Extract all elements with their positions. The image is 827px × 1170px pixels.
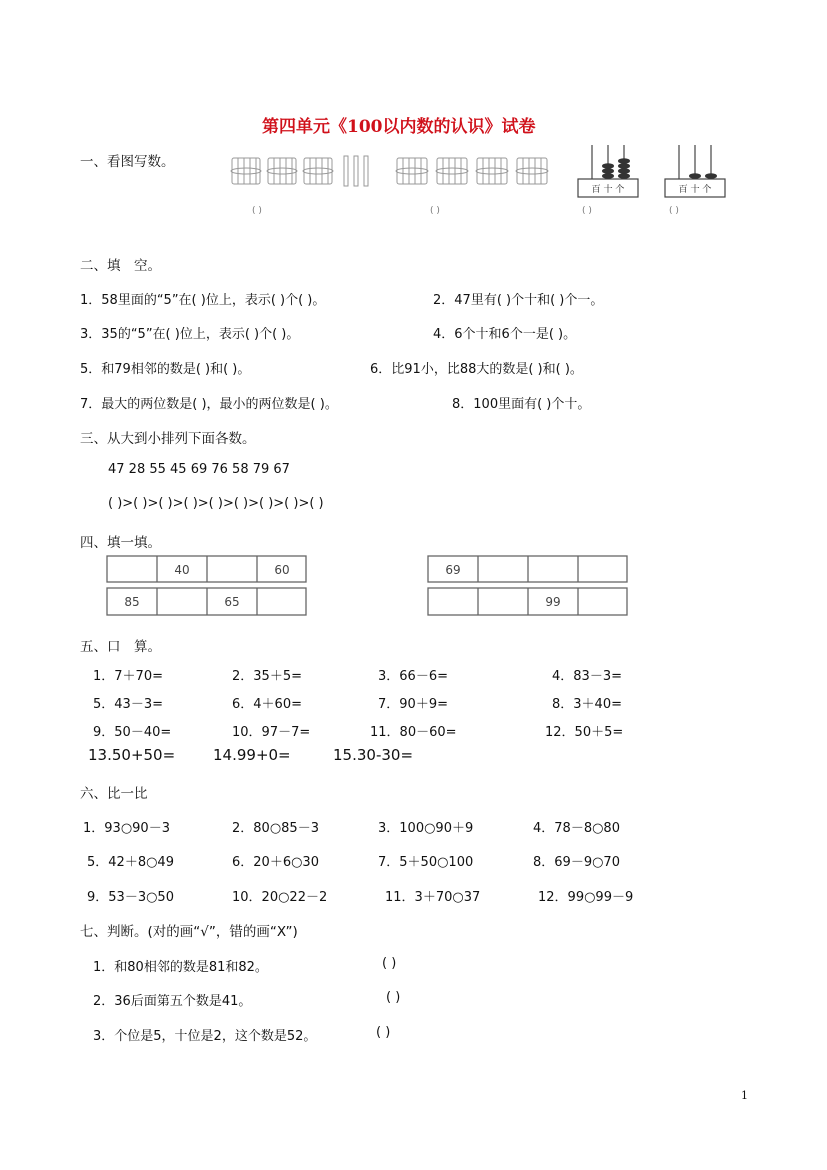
calc-item: 3．66－6=: [378, 669, 448, 684]
stick-bundle-icon: [231, 158, 261, 184]
grid-cell: 65: [224, 595, 240, 609]
stick-bundle-icon: [267, 158, 297, 184]
calc-item: 7．90＋9=: [378, 697, 448, 712]
compare-item: 1．93○90－3: [83, 821, 170, 836]
page-number: 1: [741, 1089, 748, 1102]
abacus-picture-2: [664, 143, 726, 199]
bundles-picture-2: [395, 152, 565, 192]
judge-answer-blank: ( ): [376, 1025, 391, 1040]
abacus-picture-1: [577, 143, 639, 199]
grid-cell: 60: [274, 563, 290, 577]
compare-item: 4．78－8○80: [533, 821, 620, 836]
section-5-heading: 五、口 算。: [80, 639, 161, 655]
page-title: 第四单元《100以内数的认识》试卷: [262, 117, 536, 137]
ordering-blanks: ( )>( )>( )>( )>( )>( )>( )>( )>( ): [108, 496, 324, 511]
calc-item: 2．35＋5=: [232, 669, 302, 684]
stick-bundle-icon: [476, 158, 508, 184]
grid-cell: 40: [174, 563, 190, 577]
section-6-heading: 六、比一比: [80, 786, 148, 802]
number-grid-2: [427, 555, 629, 617]
section-1-heading: 一、看图写数。: [80, 154, 175, 170]
question-2-2: 2．47里有( )个十和( )个一。: [433, 293, 604, 308]
abacus-label: 百 十 个: [591, 185, 625, 195]
question-2-4: 4．6个十和6个一是( )。: [433, 327, 577, 342]
compare-item: 10．20○22－2: [232, 890, 328, 905]
section-3-heading: 三、从大到小排列下面各数。: [80, 431, 256, 447]
compare-item: 6．20＋6○30: [232, 855, 319, 870]
grid-cell: 85: [124, 595, 140, 609]
calc-item: 6．4＋60=: [232, 697, 302, 712]
question-2-6: 6．比91小，比88大的数是( )和( )。: [370, 362, 583, 377]
grid-cell: 69: [445, 563, 461, 577]
number-grid-1: [106, 555, 308, 617]
calc-item: 8．3＋40=: [552, 697, 622, 712]
question-2-5: 5．和79相邻的数是( )和( )。: [80, 362, 251, 377]
stick-bundle-icon: [396, 158, 428, 184]
calc-item: 11．80－60=: [370, 725, 457, 740]
section-4-heading: 四、填一填。: [80, 535, 161, 551]
section-7-heading: 七、判断。(对的画“√”，错的画“X”): [80, 924, 298, 940]
question-2-1: 1．58里面的“5”在( )位上，表示( )个( )。: [80, 293, 326, 308]
calc-item: 10．97－7=: [232, 725, 311, 740]
section-2-heading: 二、填 空。: [80, 258, 161, 274]
compare-item: 8．69－9○70: [533, 855, 620, 870]
answer-blank: ( ): [252, 206, 262, 216]
single-stick-icon: [344, 156, 368, 186]
judge-answer-blank: ( ): [382, 956, 397, 971]
judge-answer-blank: ( ): [386, 990, 401, 1005]
answer-blank: ( ): [669, 206, 679, 216]
calc-item: 4．83－3=: [552, 669, 622, 684]
calc-item: 15.30-30=: [333, 746, 414, 764]
abacus-label: 百 十 个: [678, 185, 712, 195]
compare-item: 11．3＋70○37: [385, 890, 481, 905]
calc-item: 5．43－3=: [93, 697, 163, 712]
calc-item: 14.99+0=: [213, 746, 291, 764]
compare-item: 5．42＋8○49: [87, 855, 174, 870]
calc-item: 12．50＋5=: [545, 725, 624, 740]
answer-blank: ( ): [582, 206, 592, 216]
calc-item: 13.50+50=: [88, 746, 176, 764]
calc-item: 9．50－40=: [93, 725, 172, 740]
compare-item: 9．53－3○50: [87, 890, 174, 905]
stick-bundle-icon: [516, 158, 548, 184]
judge-question-3: 3．个位是5，十位是2，这个数是52。: [93, 1029, 317, 1044]
compare-item: 12．99○99－9: [538, 890, 634, 905]
judge-question-1: 1．和80相邻的数是81和82。: [93, 960, 268, 975]
question-2-8: 8．100里面有( )个十。: [452, 397, 591, 412]
stick-bundle-icon: [436, 158, 468, 184]
compare-item: 7．5＋50○100: [378, 855, 474, 870]
grid-cell: 99: [545, 595, 561, 609]
answer-blank: ( ): [430, 206, 440, 216]
numbers-list: 47 28 55 45 69 76 58 79 67: [108, 462, 290, 477]
question-2-7: 7．最大的两位数是( )，最小的两位数是( )。: [80, 397, 338, 412]
question-2-3: 3．35的“5”在( )位上，表示( )个( )。: [80, 327, 300, 342]
compare-item: 2．80○85－3: [232, 821, 319, 836]
compare-item: 3．100○90＋9: [378, 821, 474, 836]
stick-bundle-icon: [303, 158, 333, 184]
calc-item: 1．7＋70=: [93, 669, 163, 684]
judge-question-2: 2．36后面第五个数是41。: [93, 994, 252, 1009]
